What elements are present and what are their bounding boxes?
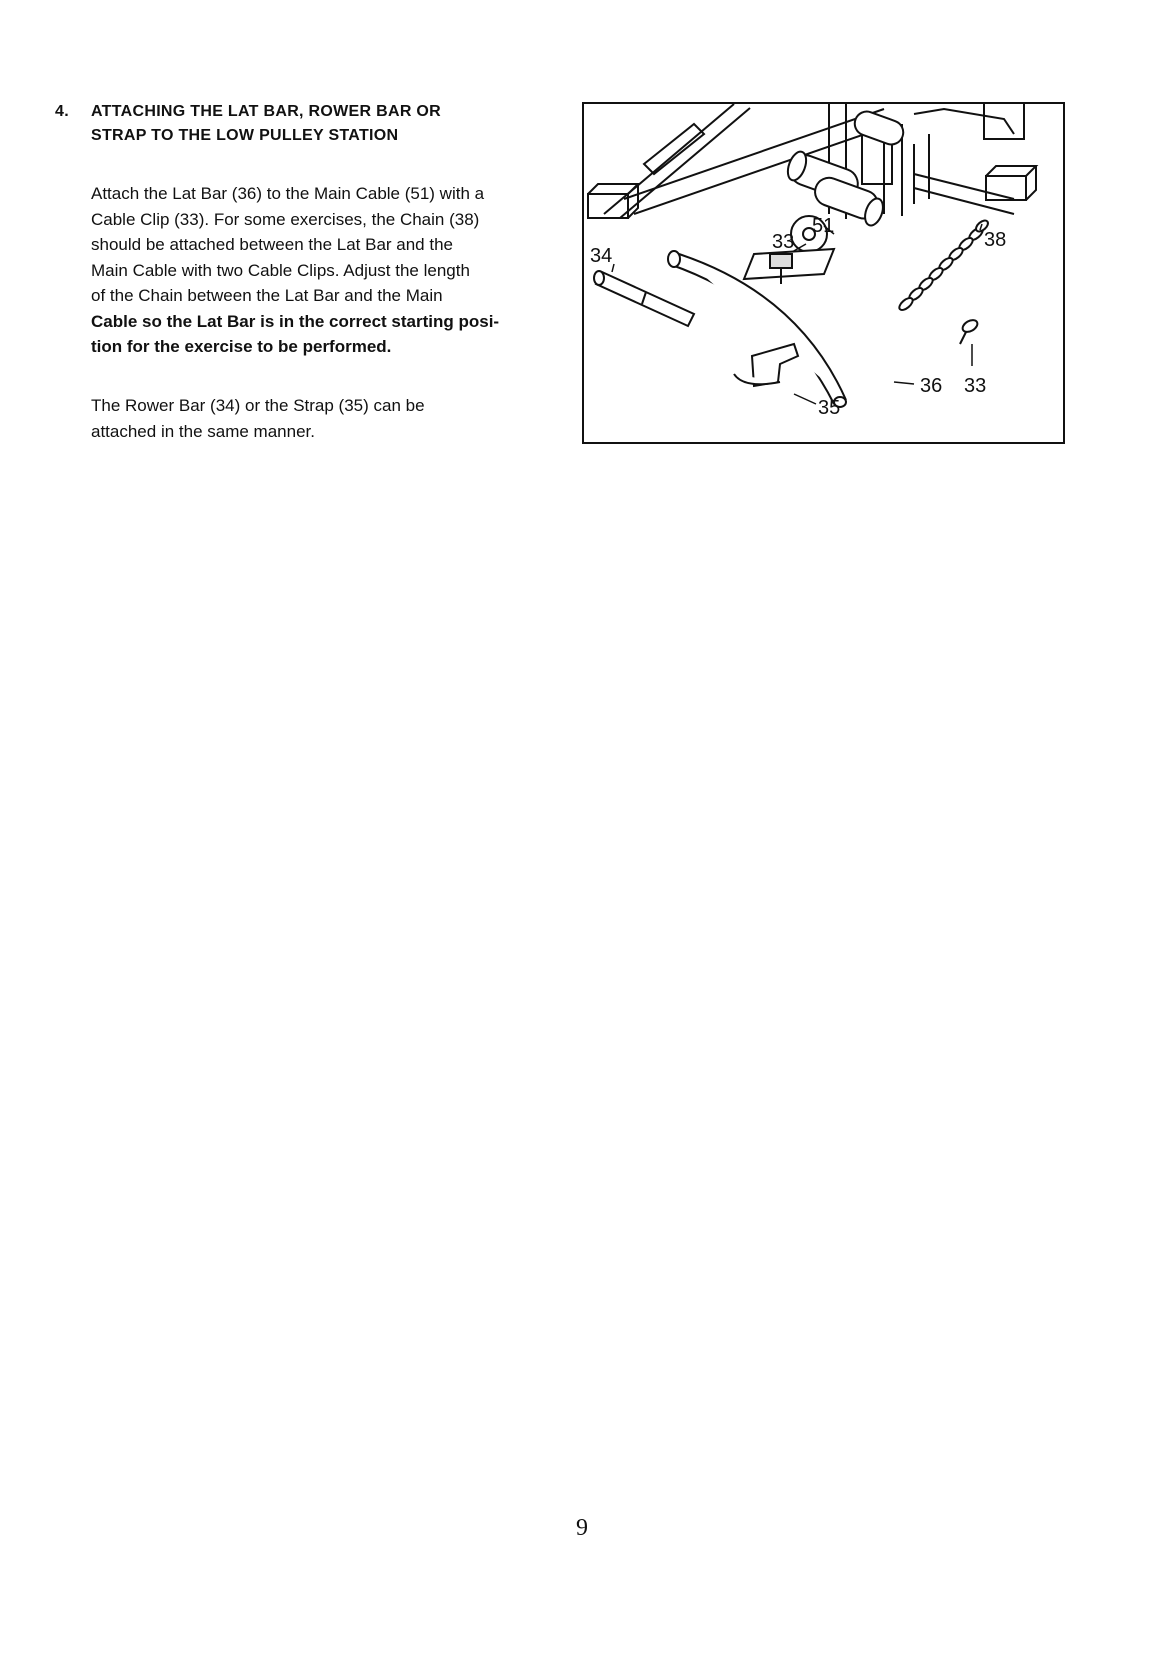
instruction-paragraph-2 <box>91 393 536 444</box>
paragraph-2-line: attached in the same manner. <box>91 421 315 441</box>
callout-35: 35 <box>818 397 841 419</box>
paragraph-1-line: Main Cable with two Cable Clips. Adjust the length <box>91 260 470 280</box>
paragraph-1-line: Cable so the Lat Bar is in the correct starting posi- <box>91 311 500 331</box>
callout-51: 51 <box>812 215 835 237</box>
low-pulley-diagram <box>584 104 1063 442</box>
paragraph-2-line: The Rower Bar (34) or the Strap (35) can be <box>91 396 425 415</box>
chain <box>897 218 990 312</box>
callout-34: 34 <box>590 245 613 267</box>
paragraph-1-line: tion for the exercise to be performed. <box>91 337 392 356</box>
callout-38: 38 <box>984 229 1007 251</box>
rower-bar <box>594 271 694 326</box>
paragraph-1-line: of the Chain between the Lat Bar and the Main <box>91 286 443 305</box>
callout-33-lower: 33 <box>964 375 987 397</box>
instruction-paragraph-1 <box>91 181 536 360</box>
paragraph-1-line: Attach the Lat Bar (36) to the Main Cable (51) with a <box>91 184 485 203</box>
section-title-line-2: STRAP TO THE LOW PULLEY STATION <box>91 127 399 144</box>
section-title-line-1: ATTACHING THE LAT BAR, ROWER BAR OR <box>91 103 442 120</box>
callout-33-upper: 33 <box>772 231 795 253</box>
paragraph-1-line: Cable Clip (33). For some exercises, the Chain (38) <box>91 209 480 229</box>
cable-clip <box>960 318 979 344</box>
section-heading <box>55 100 525 148</box>
assembly-illustration <box>582 102 1065 444</box>
callout-36: 36 <box>920 375 943 397</box>
paragraph-1-line: should be attached between the Lat Bar and the <box>91 235 453 254</box>
section-number: 4. <box>55 103 69 120</box>
page-number: 9 <box>576 1515 588 1541</box>
